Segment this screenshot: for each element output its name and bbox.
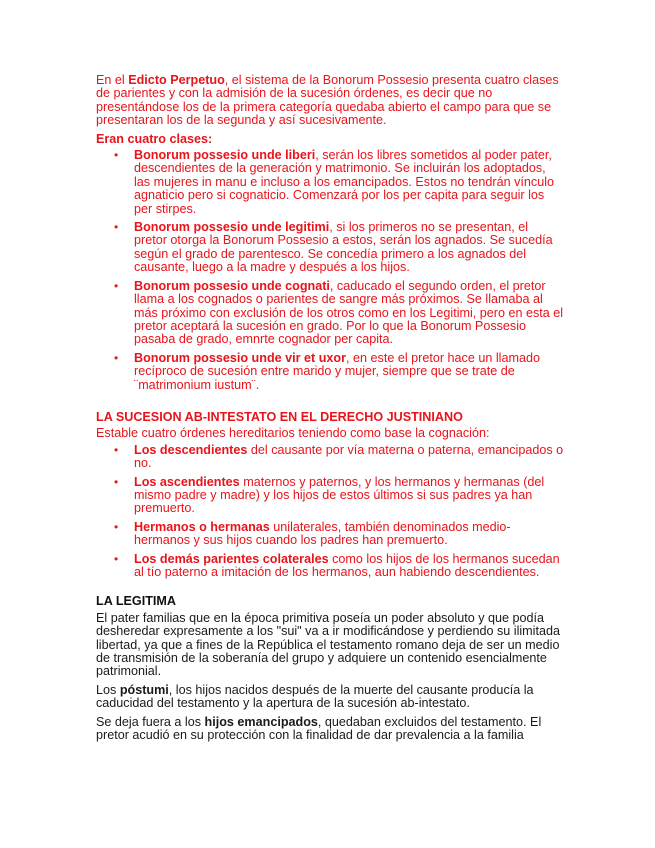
legitima-paragraph-2 — [96, 684, 564, 711]
legitima-heading: LA LEGITIMA — [96, 594, 176, 609]
list-item — [96, 221, 564, 275]
item-text: , si los primeros no se presentan, el pretor otorga la Bonorum Possesio a estos, serán los agnados. Se sucedía según el grado de parentesco. Se concedía primero a los agnados del causante, luego a la madre y después a los hijos. — [134, 220, 553, 275]
item-text: , en este el pretor hace un llamado recíproco de sucesión entre marido y mujer, siempre que se trate de ¨matrimonium iustum¨. — [134, 350, 540, 392]
list-item — [96, 352, 564, 392]
p2-term: póstumi — [119, 682, 169, 697]
legitima-paragraph-1: El pater familias que en la época primitiva poseía un poder absoluto y que podía desheredar expresamente a los "sui" va a ir modificándose y perdiendo su ilimitada libertad, ya que a fines de la República el testamento romano deja de ser un medio de transmisión de la soberanía del grupo y adquiere un contenido esencialmente patrimonial. — [96, 610, 560, 679]
item-text: del causante por vía materna o paterna, emancipados o no. — [134, 442, 564, 471]
intro-pre: En el — [96, 73, 129, 87]
item-term: Los ascendientes — [134, 474, 240, 489]
classes-list — [96, 149, 564, 392]
document-page — [96, 74, 564, 747]
bullet-icon: • — [114, 474, 119, 489]
item-term: Bonorum possesio unde liberi — [134, 148, 316, 163]
justinian-intro: Estable cuatro órdenes hereditarios teniendo como base la cognación: — [96, 426, 490, 441]
item-term: Bonorum possesio unde cognati — [134, 278, 330, 293]
p2-post: , los hijos nacidos después de la muerte del causante producía la caducidad del testamento y la apertura de la sucesión ab-intestato. — [96, 682, 534, 711]
list-item — [96, 521, 564, 548]
item-term: Los descendientes — [134, 442, 248, 457]
bullet-icon: • — [114, 519, 119, 534]
list-item — [96, 476, 564, 516]
bullet-icon: • — [114, 220, 119, 235]
intro-paragraph — [96, 74, 564, 128]
list-item — [96, 444, 564, 471]
classes-heading: Eran cuatro clases: — [96, 131, 213, 146]
p2-pre: Los — [96, 682, 120, 697]
item-text: maternos y paternos, y los hermanos y hermanas (del mismo padre y madre) y los hijos de estos últimos si sus padres ya han premuerto. — [134, 474, 545, 516]
p3-post: , quedaban excluidos del testamento. El pretor acudió en su protección con la finalidad de dar prevalencia a la familia — [96, 714, 542, 743]
justinian-list — [96, 444, 564, 580]
item-term: Los demás parientes colaterales — [134, 551, 329, 566]
list-item — [96, 553, 564, 580]
p3-pre: Se deja fuera a los — [96, 714, 205, 729]
item-term: Bonorum possesio unde vir et uxor — [134, 350, 347, 365]
intro-post: , el sistema de la Bonorum Possesio presenta cuatro clases de parientes y con la admisión de la sucesión órdenes, es decir que no presentándose los de la primera categoría quedaba abierto el campo para que se presentaran los de la segunda y así sucesivamente. — [96, 73, 559, 128]
legitima-paragraph-3 — [96, 716, 564, 743]
p3-term: hijos emancipados — [204, 714, 318, 729]
bullet-icon: • — [114, 442, 119, 457]
item-term: Hermanos o hermanas — [134, 519, 270, 534]
list-item — [96, 149, 564, 216]
bullet-icon: • — [114, 278, 119, 293]
item-text: , serán los libres sometidos al poder pater, descendientes de la generación y matrimonio. Se incluirán los adoptados, las mujeres in manu e incluso a los emancipados. Estos no tendrán vínculo agnaticio pero si cognaticio. Comenzará por los per capita para seguir los per stirpes. — [134, 148, 555, 216]
bullet-icon: • — [114, 551, 119, 566]
item-text: como los hijos de los hermanos sucedan al tío paterno a imitación de los hermanos, aun habiendo descendientes. — [134, 551, 560, 579]
justinian-heading: LA SUCESION AB-INTESTATO EN EL DERECHO JUSTINIANO — [96, 409, 463, 424]
bullet-icon: • — [114, 350, 119, 365]
intro-term: Edicto Perpetuo — [128, 73, 225, 87]
item-text: unilaterales, también denominados medio-hermanos y sus hijos cuando los padres han premuerto. — [134, 519, 511, 548]
list-item — [96, 280, 564, 347]
bullet-icon: • — [114, 148, 119, 163]
item-text: , caducado el segundo orden, el pretor llama a los cognados o parientes de sangre más próximos. Se llamaba al más próximo con exclusión de los otros como en los Legitimi, pero en esta el pretor aceptará la sucesión en grado. Por lo que la Bonorum Possesio pasaba de grado, emnrte cognador per capita. — [134, 278, 564, 347]
item-term: Bonorum possesio unde legitimi — [134, 220, 330, 235]
